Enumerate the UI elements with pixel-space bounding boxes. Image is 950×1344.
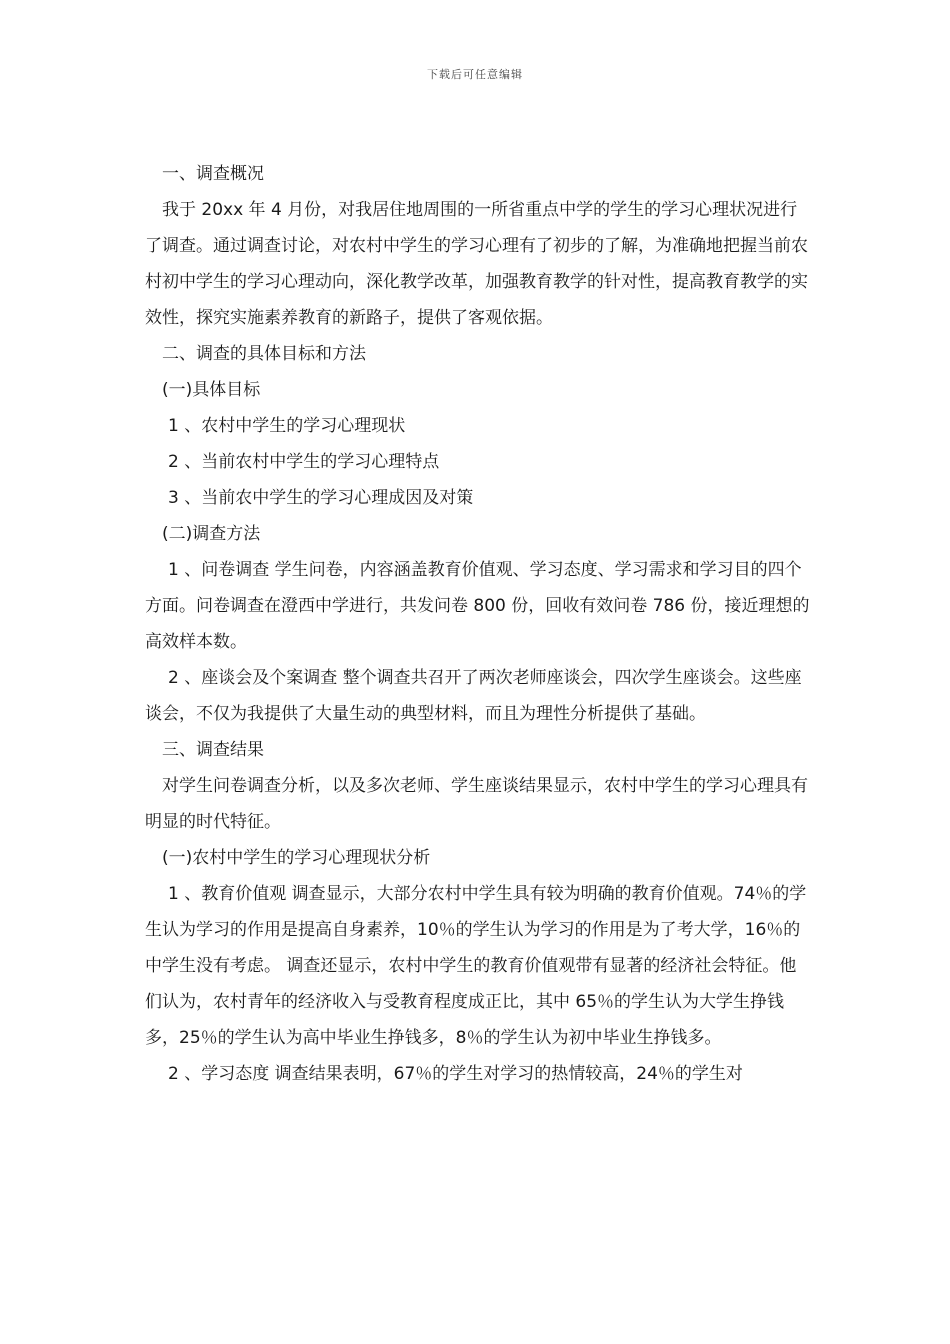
paragraph-method-1: 1 、问卷调查 学生问卷，内容涵盖教育价值观、学习态度、学习需求和学习目的四个方面。问卷调查在澄西中学进行，共发问卷 800 份，回收有效问卷 786 份，接近理想的高效样本数。 xyxy=(145,560,810,652)
document-body xyxy=(145,156,810,1092)
section-heading-2: 二、调查的具体目标和方法 xyxy=(162,344,366,364)
paragraph-overview: 我于 20xx 年 4 月份，对我居住地周围的一所省重点中学的学生的学习心理状况进行了调查。通过调查讨论，对农村中学生的学习心理有了初步的了解，为准确地把握当前农村初中学生的学习心理动向，深化教学改革，加强教育教学的针对性，提高教育教学的实效性，探究实施素养教育的新路子，提供了客观依据。 xyxy=(145,200,808,328)
page-header: 下载后可任意编辑 xyxy=(427,68,523,81)
list-item-goal-3: 3 、当前农中学生的学习心理成因及对策 xyxy=(168,488,474,508)
paragraph-results-intro: 对学生问卷调查分析，以及多次老师、学生座谈结果显示，农村中学生的学习心理具有明显的时代特征。 xyxy=(145,776,808,832)
section-heading-3: 三、调查结果 xyxy=(162,740,264,760)
subheading-goals: (一)具体目标 xyxy=(162,380,261,400)
subheading-methods: (二)调查方法 xyxy=(162,524,261,544)
paragraph-learning-attitude: 2 、学习态度 调查结果表明，67％的学生对学习的热情较高，24％的学生对 xyxy=(168,1064,743,1084)
paragraph-education-values: 1 、教育价值观 调查显示，大部分农村中学生具有较为明确的教育价值观。74％的学生认为学习的作用是提高自身素养，10％的学生认为学习的作用是为了考大学，16％的中学生没有考虑。 调查还显示，农村中学生的教育价值观带有显著的经济社会特征。他们认为，农村青年的经济收入与受教育程度成正比，其中 65％的学生认为大学生挣钱多，25％的学生认为高中毕业生挣钱多，8％的学生认为初中毕业生挣钱多。 xyxy=(145,884,807,1048)
subheading-status-analysis: (一)农村中学生的学习心理现状分析 xyxy=(162,848,431,868)
list-item-goal-2: 2 、当前农村中学生的学习心理特点 xyxy=(168,452,440,472)
paragraph-method-2: 2 、座谈会及个案调查 整个调查共召开了两次老师座谈会，四次学生座谈会。这些座谈会，不仅为我提供了大量生动的典型材料，而且为理性分析提供了基础。 xyxy=(145,668,802,724)
section-heading-1: 一、调查概况 xyxy=(162,164,264,184)
list-item-goal-1: 1 、农村中学生的学习心理现状 xyxy=(168,416,406,436)
